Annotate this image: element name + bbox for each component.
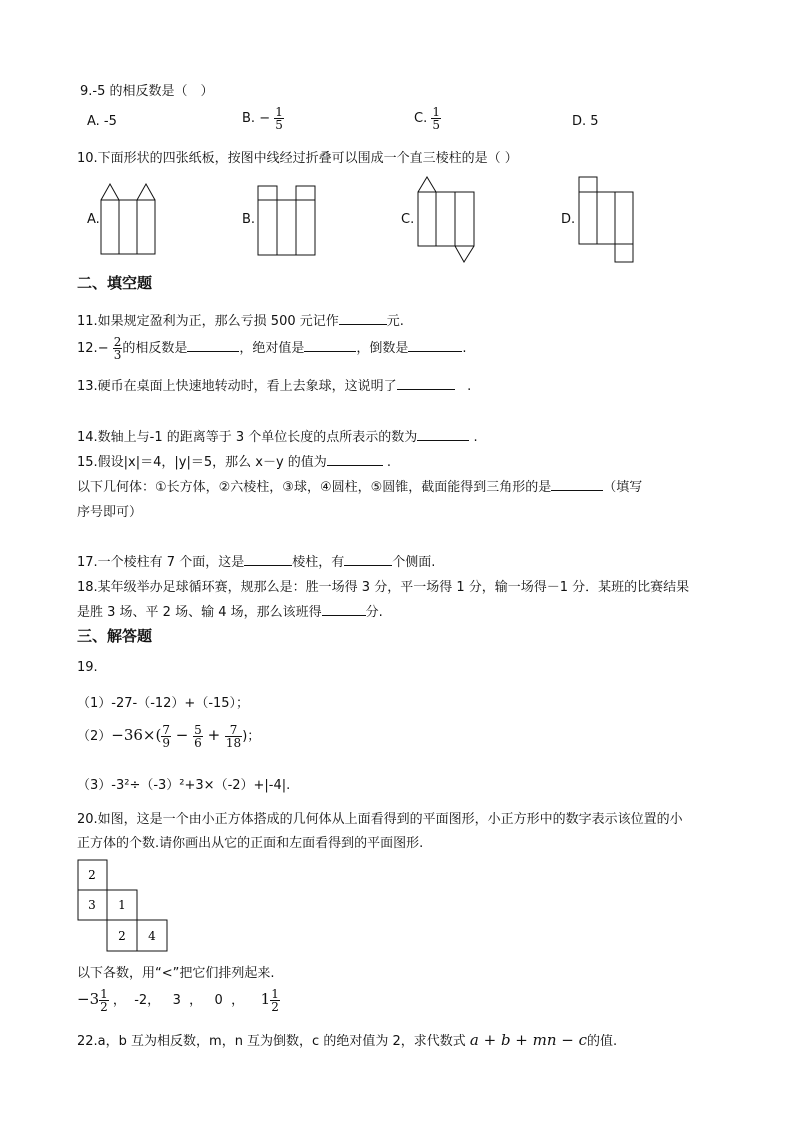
q9-option-c: C. $\frac{1}{5}$ — [414, 105, 440, 132]
q10-figure-c — [417, 176, 475, 264]
q10-figure-b — [258, 186, 316, 256]
q19-label: 19. — [77, 660, 98, 675]
q10-label-a: A. — [87, 212, 100, 227]
q11: 11.如果规定盈利为正，那么亏损 500 元记作 元. — [77, 314, 404, 329]
q19-part2: （2）−36×( $\frac{7}{9}$ − $\frac{5}{6}$ + $\frac{7}{18}$ )； — [77, 723, 261, 750]
q17-blank-1[interactable] — [244, 553, 292, 566]
q15: 15.假设|x|＝4，|y|＝5，那么 x－y 的值为 . — [77, 455, 392, 470]
q21-numbers: −3 $\frac{1}{2}$ ， -2， 3 ， 0 ， 1 $\frac{1}{2}$ — [77, 987, 279, 1014]
q20-line2: 正方体的个数.请你画出从它的正面和左面看得到的平面图形. — [77, 836, 424, 851]
q17: 17.一个棱柱有 7 个面，这是 棱柱，有 个侧面. — [77, 555, 436, 570]
q10-label-d: D. — [561, 212, 576, 227]
section-fill-in-title: 二、填空题 — [77, 274, 153, 292]
q14: 14.数轴上与-1 的距离等于 3 个单位长度的点所表示的数为 . — [77, 430, 478, 445]
q11-blank[interactable] — [339, 312, 387, 325]
q12-blank-1[interactable] — [187, 339, 239, 352]
q9-stem: 9.-5 的相反数是（ ） — [80, 84, 214, 99]
q18-line2: 是胜 3 场、平 2 场、输 4 场，那么该班得 分. — [77, 605, 383, 620]
q22: 22.a，b 互为相反数，m，n 互为倒数，c 的绝对值为 2，求代数式 a + b + mn − c的值. — [77, 1031, 618, 1049]
q18-line1: 18.某年级举办足球循环赛，规那么是：胜一场得 3 分，平一场得 1 分，输一场得－1 分．某班的比赛结果 — [77, 580, 690, 595]
q16-line2: 序号即可） — [77, 505, 143, 520]
q13: 13.硬币在桌面上快速地转动时，看上去象球，这说明了 . — [77, 379, 472, 394]
q12-blank-3[interactable] — [408, 339, 462, 352]
grid-cell-3: 1 — [118, 898, 126, 912]
q21-stem: 以下各数，用“<”把它们排列起来. — [77, 966, 275, 981]
q17-blank-2[interactable] — [344, 553, 392, 566]
q10-label-b: B. — [242, 212, 256, 227]
grid-cell-5: 4 — [148, 929, 156, 943]
q15-blank[interactable] — [327, 453, 383, 466]
section-solve-title: 三、解答题 — [77, 627, 153, 645]
q9-option-a: A. -5 — [87, 114, 117, 129]
q13-blank[interactable] — [397, 377, 455, 390]
q9-option-b: B. − $\frac{1}{5}$ — [242, 105, 283, 132]
q10-figure-a — [101, 183, 157, 255]
q20-line1: 20.如图，这是一个由小正方体搭成的几何体从上面看得到的平面图形，小正方形中的数字表示该位置的小 — [77, 812, 683, 827]
q20-top-view-grid — [77, 859, 168, 952]
q14-blank[interactable] — [417, 428, 469, 441]
q18-blank[interactable] — [322, 603, 366, 616]
q10-label-c: C. — [401, 212, 415, 227]
q16-line1: 以下几何体：①长方体，②六棱柱，③球，④圆柱，⑤圆锥，截面能得到三角形的是 （填写 — [77, 480, 643, 495]
q19-part3: （3）-3²÷（-3）²+3×（-2）+|-4|. — [77, 778, 291, 793]
grid-cell-2: 3 — [88, 898, 96, 912]
q9-option-d: D. 5 — [572, 114, 599, 129]
q16-blank[interactable] — [551, 478, 603, 491]
q10-figure-d — [578, 176, 634, 264]
grid-cell-4: 2 — [118, 929, 126, 943]
q12-blank-2[interactable] — [304, 339, 356, 352]
q10-stem: 10.下面形状的四张纸板，按图中线经过折叠可以围成一个直三棱柱的是（ ） — [77, 151, 518, 166]
grid-cell-1: 2 — [88, 868, 96, 882]
q12: 12.− $\frac{2}{3}$ 的相反数是 ，绝对值是 ，倒数是 . — [77, 335, 467, 362]
q19-part1: （1）-27-（-12）+（-15）； — [77, 696, 250, 711]
